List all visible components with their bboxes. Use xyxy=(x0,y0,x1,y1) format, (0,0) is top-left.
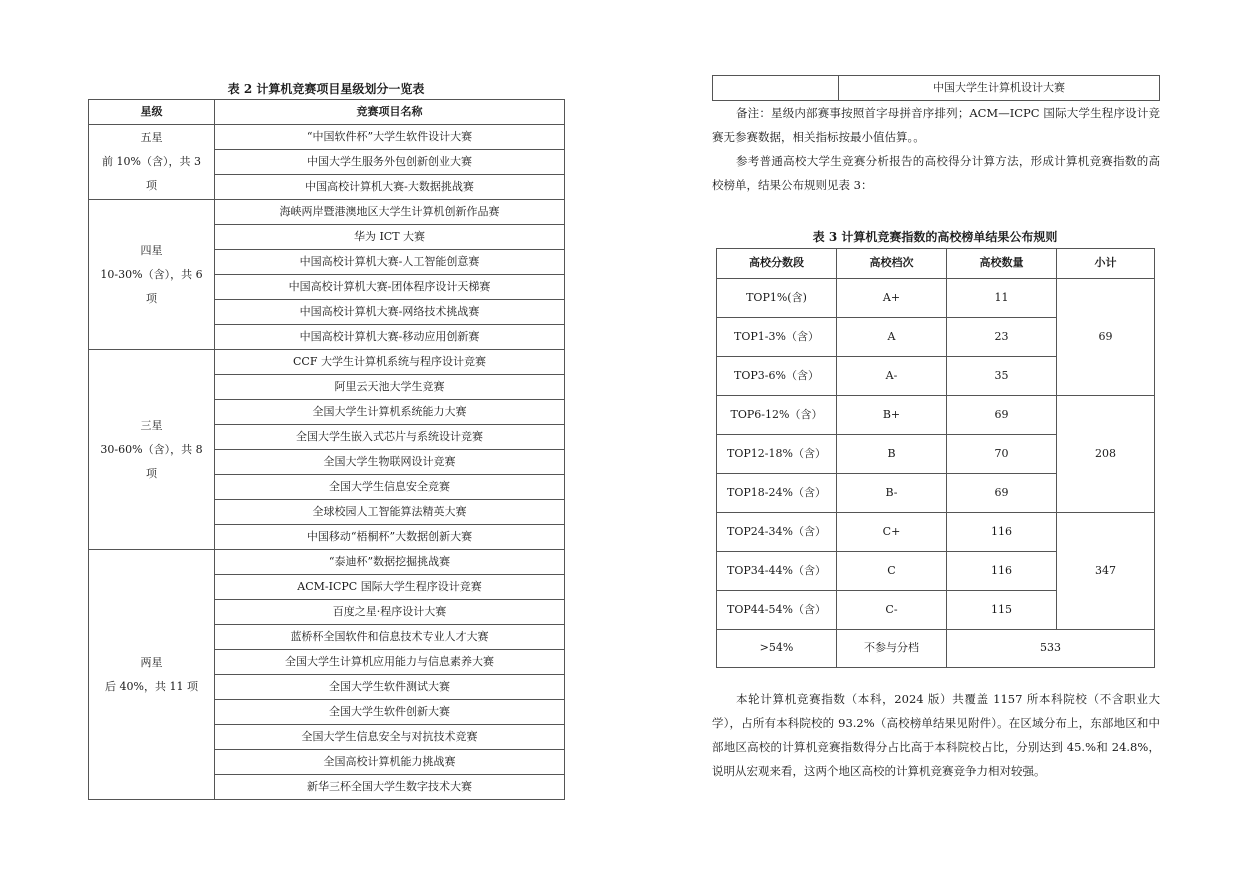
competition-name-cell: 中国高校计算机大赛-人工智能创意赛 xyxy=(215,250,565,275)
table3-caption: 表 3 计算机竞赛指数的高校榜单结果公布规则 xyxy=(812,230,1058,244)
star-level-line: 三星 xyxy=(140,418,163,432)
competition-name-cell: 全国高校计算机能力挑战赛 xyxy=(215,750,565,775)
competition-name-cell: 全球校园人工智能算法精英大赛 xyxy=(215,500,565,525)
table3-range-cell: TOP3-6%（含） xyxy=(717,357,837,396)
table3-range-cell: TOP12-18%（含） xyxy=(717,435,837,474)
table3-count-cell: 35 xyxy=(947,357,1057,396)
table3-tier-cell: B+ xyxy=(837,396,947,435)
table3-header-subtotal: 小计 xyxy=(1057,249,1155,279)
competition-name-cell: 阿里云天池大学生竞赛 xyxy=(215,375,565,400)
continuation-item: 中国大学生计算机设计大赛 xyxy=(839,76,1160,101)
star-level-line: 五星 xyxy=(140,131,163,144)
table3-tier-cell: A- xyxy=(837,357,947,396)
table2-caption: 表 2 计算机竞赛项目星级划分一览表 xyxy=(227,82,425,96)
star-level-cell xyxy=(89,200,215,350)
competition-name-cell: 新华三杯全国大学生数字技术大赛 xyxy=(215,775,565,800)
star-level-cell xyxy=(89,550,215,800)
competition-name-cell: “泰迪杯”数据挖掘挑战赛 xyxy=(215,550,565,575)
competition-name-cell: 全国大学生计算机应用能力与信息素养大赛 xyxy=(215,650,565,675)
summary-paragraph: 本轮计算机竞赛指数（本科，2024 版）共覆盖 1157 所本科院校（不含职业大学），占所有本科院校的 93.2%（高校榜单结果见附件）。在区域分布上，东部地区和中部地区高校的计算机竞赛指数得分占比高于本科院校占比，分别达到 45.%和 24.8%，说明从宏观来看，这两个地区高校的计算机竞赛竞争力相对较强。 xyxy=(712,692,1160,778)
table3-count-cell: 116 xyxy=(947,513,1057,552)
intro-paragraph: 参考普通高校大学生竞赛分析报告的高校得分计算方法，形成计算机竞赛指数的高校榜单，结果公布规则见表 3： xyxy=(712,154,1160,192)
table3-tier-cell: B- xyxy=(837,474,947,513)
competition-name-cell: 中国高校计算机大赛-团体程序设计天梯赛 xyxy=(215,275,565,300)
table-row xyxy=(89,125,565,150)
star-level-line: 两星 xyxy=(140,655,163,669)
competition-name-cell: ACM-ICPC 国际大学生程序设计竞赛 xyxy=(215,575,565,600)
table3-count-cell: 116 xyxy=(947,552,1057,591)
star-level-line: 10-30%（含），共 6 xyxy=(100,267,203,281)
table3-subtotal-cell: 69 xyxy=(1057,279,1155,396)
table2-note: 备注：星级内部赛事按照首字母拼音序排列；ACM—ICPC 国际大学生程序设计竞赛无参赛数据，相关指标按最小值估算。。 xyxy=(712,106,1160,144)
continuation-empty-cell xyxy=(713,76,839,101)
table3-range-cell: TOP6-12%（含） xyxy=(717,396,837,435)
table-row xyxy=(89,200,565,225)
table-row xyxy=(717,513,1155,552)
competition-name-cell: 中国大学生服务外包创新创业大赛 xyxy=(215,150,565,175)
table3-subtotal-cell: 208 xyxy=(1057,396,1155,513)
table3-range-cell: TOP24-34%（含） xyxy=(717,513,837,552)
right-page xyxy=(624,0,1247,880)
competition-name-cell: “中国软件杯”大学生软件设计大赛 xyxy=(215,125,565,150)
star-level-line: 前 10%（含），共 3 xyxy=(102,155,201,168)
star-level-line: 后 40%，共 11 项 xyxy=(105,679,198,693)
star-rating-table xyxy=(88,99,565,800)
table3-count-cell: 69 xyxy=(947,474,1057,513)
competition-name-cell: 百度之星·程序设计大赛 xyxy=(215,600,565,625)
table3-count-cell: 115 xyxy=(947,591,1057,630)
competition-name-cell: 全国大学生嵌入式芯片与系统设计竞赛 xyxy=(215,425,565,450)
competition-name-cell: 全国大学生物联网设计竞赛 xyxy=(215,450,565,475)
table3-subtotal-cell: 347 xyxy=(1057,513,1155,630)
competition-name-cell: 海峡两岸暨港澳地区大学生计算机创新作品赛 xyxy=(215,200,565,225)
table3-range-cell: TOP44-54%（含） xyxy=(717,591,837,630)
table-row xyxy=(717,396,1155,435)
competition-name-cell: 中国移动“梧桐杯”大数据创新大赛 xyxy=(215,525,565,550)
table3-tier-cell: A xyxy=(837,318,947,357)
table2-header-star: 星级 xyxy=(89,100,215,125)
table3-range-cell: TOP18-24%（含） xyxy=(717,474,837,513)
table3-count-cell: 533 xyxy=(947,630,1155,668)
competition-name-cell: 中国高校计算机大赛-移动应用创新赛 xyxy=(215,325,565,350)
table3-tier-cell: A+ xyxy=(837,279,947,318)
table3-range-cell: >54% xyxy=(717,630,837,668)
table3-header-range: 高校分数段 xyxy=(717,249,837,279)
competition-name-cell: 中国高校计算机大赛-大数据挑战赛 xyxy=(215,175,565,200)
table3-count-cell: 23 xyxy=(947,318,1057,357)
star-level-line: 项 xyxy=(146,291,157,305)
table2-header-competition: 竞赛项目名称 xyxy=(215,100,565,125)
table3-tier-cell: C+ xyxy=(837,513,947,552)
table-row xyxy=(89,350,565,375)
table3-range-cell: TOP1-3%（含） xyxy=(717,318,837,357)
table3-count-cell: 69 xyxy=(947,396,1057,435)
table3-tier-cell: C- xyxy=(837,591,947,630)
table-row xyxy=(717,279,1155,318)
table3-tier-cell: 不参与分档 xyxy=(837,630,947,668)
table3-range-cell: TOP1%(含) xyxy=(717,279,837,318)
table-row xyxy=(89,550,565,575)
ranking-rules-table xyxy=(716,248,1155,668)
competition-name-cell: 全国大学生软件创新大赛 xyxy=(215,700,565,725)
competition-name-cell: 全国大学生计算机系统能力大赛 xyxy=(215,400,565,425)
star-level-cell xyxy=(89,350,215,550)
table3-tier-cell: B xyxy=(837,435,947,474)
star-level-cell xyxy=(89,125,215,200)
table2-continuation xyxy=(712,75,1160,101)
table3-range-cell: TOP34-44%（含） xyxy=(717,552,837,591)
table3-count-cell: 70 xyxy=(947,435,1057,474)
competition-name-cell: 华为 ICT 大赛 xyxy=(215,225,565,250)
competition-name-cell: 全国大学生软件测试大赛 xyxy=(215,675,565,700)
table3-header-tier: 高校档次 xyxy=(837,249,947,279)
table-row xyxy=(717,630,1155,668)
table3-tier-cell: C xyxy=(837,552,947,591)
star-level-line: 30-60%（含），共 8 xyxy=(100,442,203,456)
star-level-line: 四星 xyxy=(140,243,163,257)
competition-name-cell: 中国高校计算机大赛-网络技术挑战赛 xyxy=(215,300,565,325)
star-level-line: 项 xyxy=(146,466,157,480)
competition-name-cell: 全国大学生信息安全竞赛 xyxy=(215,475,565,500)
competition-name-cell: 蓝桥杯全国软件和信息技术专业人才大赛 xyxy=(215,625,565,650)
competition-name-cell: CCF 大学生计算机系统与程序设计竞赛 xyxy=(215,350,565,375)
competition-name-cell: 全国大学生信息安全与对抗技术竞赛 xyxy=(215,725,565,750)
table3-header-count: 高校数量 xyxy=(947,249,1057,279)
table3-count-cell: 11 xyxy=(947,279,1057,318)
star-level-line: 项 xyxy=(146,179,157,192)
